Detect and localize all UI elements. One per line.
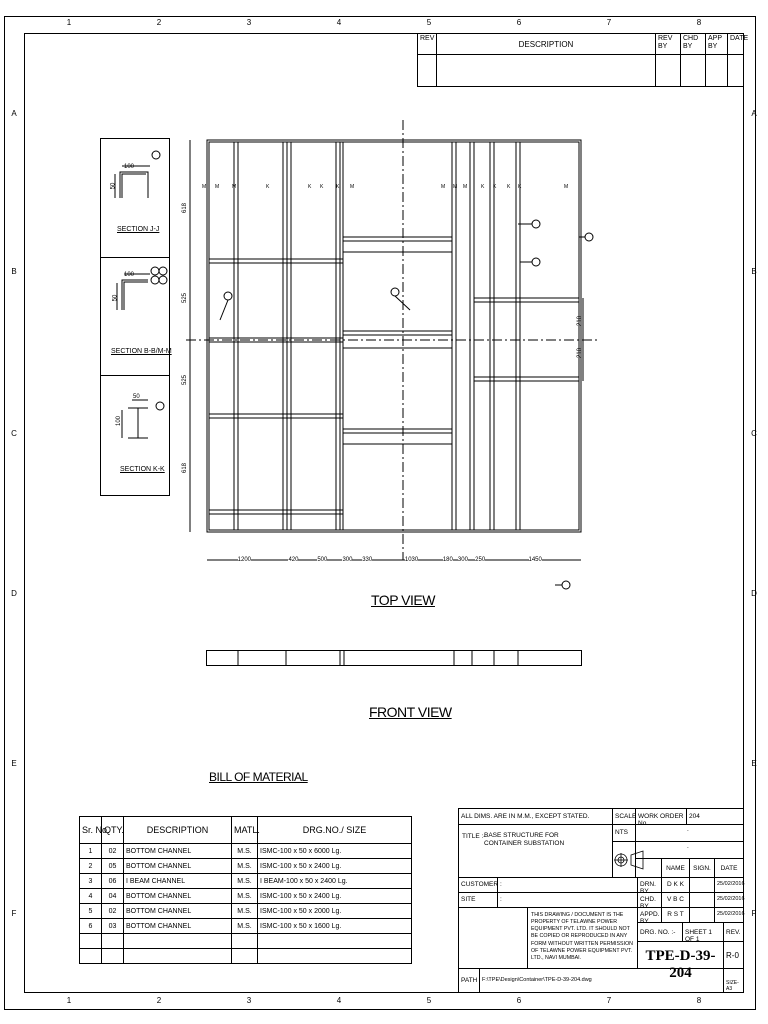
bom-cell: 02: [102, 904, 124, 919]
section-mark-label: K: [336, 184, 340, 190]
bom-cell: ISMC-100 x 50 x 2000 Lg.: [258, 904, 412, 919]
zone-row-E-right: E: [751, 759, 757, 768]
zone-col-3-bottom: 3: [246, 996, 252, 1005]
section-bb-title: SECTION B-B/M-M: [111, 348, 172, 355]
section-mark-label: M: [215, 184, 220, 190]
table-row: [80, 904, 412, 919]
scale-value: NTS: [612, 824, 636, 842]
zone-row-A-right: A: [751, 109, 757, 118]
bom-cell: ISMC-100 x 50 x 2400 Lg.: [258, 859, 412, 874]
zone-row-C-left: C: [11, 429, 17, 438]
name-header: NAME: [661, 858, 690, 878]
description-header: DESCRIPTION: [436, 33, 656, 55]
table-row: [80, 874, 412, 889]
drg-no-label: DRG. NO. :-: [637, 922, 683, 942]
rev-by-header: REV BY: [655, 33, 681, 55]
zone-col-1-top: 1: [66, 18, 72, 27]
zone-col-5-top: 5: [426, 18, 432, 27]
date-header-tb: DATE: [714, 858, 744, 878]
top-view-label: TOP VIEW: [371, 592, 435, 608]
zone-row-A-left: A: [11, 109, 17, 118]
front-view-drawing: [206, 650, 582, 666]
chd-name: V B C: [661, 892, 690, 908]
work-order-value: 204: [686, 808, 744, 825]
zone-col-1-bottom: 1: [66, 996, 72, 1005]
section-kk-title: SECTION K-K: [120, 466, 165, 473]
section-mark-label: K: [493, 184, 497, 190]
bom-cell: BOTTOM CHANNEL: [124, 889, 232, 904]
bottom-dimension-label: 1030: [404, 557, 419, 563]
section-bb-dim-b: 50: [112, 294, 119, 302]
bom-cell: BOTTOM CHANNEL: [124, 859, 232, 874]
drn-date: 25/02/2016: [714, 877, 744, 893]
bom-cell: 03: [102, 919, 124, 934]
rev-label-tb: REV.: [723, 922, 744, 942]
section-mark-label: M: [202, 184, 207, 190]
section-mark-label: M: [463, 184, 468, 190]
drn-name: D K K: [661, 877, 690, 893]
bottom-dimension-label: 180: [442, 557, 453, 563]
bottom-dimension-label: 250: [475, 557, 486, 563]
bom-cell: BOTTOM CHANNEL: [124, 844, 232, 859]
bom-header-matl: MATL.: [232, 817, 258, 844]
section-mark-label: K: [507, 184, 511, 190]
bom-cell: 4: [80, 889, 102, 904]
bom-cell: BOTTOM CHANNEL: [124, 904, 232, 919]
zone-col-4-top: 4: [336, 18, 342, 27]
dims-note: ALL DIMS. ARE IN M.M., EXCEPT STATED.: [458, 808, 613, 825]
bom-cell: ISMC-100 x 50 x 2400 Lg.: [258, 889, 412, 904]
zone-row-F-left: F: [11, 909, 17, 918]
right-dimension-label: 210: [577, 347, 584, 359]
bom-cell: 02: [102, 844, 124, 859]
section-mark-label: M: [232, 184, 237, 190]
section-mark-label: M: [350, 184, 355, 190]
left-dimension-label: 525: [182, 374, 189, 386]
left-dimension-label: 618: [182, 202, 189, 214]
zone-col-8-bottom: 8: [696, 996, 702, 1005]
bom-cell: M.S.: [232, 874, 258, 889]
bom-cell: M.S.: [232, 904, 258, 919]
zone-row-B-right: B: [751, 267, 757, 276]
bom-cell: 04: [102, 889, 124, 904]
bom-cell: 2: [80, 859, 102, 874]
sign-header: SIGN.: [689, 858, 715, 878]
bom-cell: ISMC-100 x 50 x 1600 Lg.: [258, 919, 412, 934]
scale-label: SCALE: [612, 808, 636, 825]
bom-header-sr: Sr. No.: [80, 817, 102, 844]
title-label: TITLE :-: [462, 833, 486, 840]
site-value: :: [497, 892, 638, 908]
section-kk-dim-a: 50: [133, 394, 140, 400]
customer-value: :: [497, 877, 638, 893]
chd-label: CHD. BY: [637, 892, 662, 908]
bom-cell: ISMC-100 x 50 x 6000 Lg.: [258, 844, 412, 859]
bom-cell: 3: [80, 874, 102, 889]
table-row: [80, 919, 412, 934]
section-mark-label: K: [266, 184, 270, 190]
bom-table: [79, 816, 412, 964]
appd-name: R S T: [661, 907, 690, 923]
zone-col-3-top: 3: [246, 18, 252, 27]
bom-cell: 05: [102, 859, 124, 874]
title-value: BASE STRUCTURE FOR CONTAINER SUBSTATION: [484, 832, 565, 848]
chd-by-header: CHD BY: [680, 33, 706, 55]
zone-col-6-bottom: 6: [516, 996, 522, 1005]
bom-cell: M.S.: [232, 859, 258, 874]
customer-label: CUSTOMER: [458, 877, 498, 893]
left-dimension-label: 618: [182, 462, 189, 474]
bottom-dimension-label: 500: [317, 557, 328, 563]
work-order-label: WORK ORDER No.: [635, 808, 687, 825]
zone-col-4-bottom: 4: [336, 996, 342, 1005]
property-note: THIS DRAWING / DOCUMENT IS THE PROPERTY OF TELAWNE POWER EQUIPMENT PVT. LTD. IT SHOULD NOT BE COPIED OR REPRODUCED IN ANY FORM WITHOUT WRITTEN PERMISSION OF TELAWNE POWER EQUIPMENT PVT. LTD., NAVI MUMBAI.: [527, 907, 638, 969]
path-label: PATH: [458, 968, 480, 993]
section-mark-label: K: [320, 184, 324, 190]
section-mark-label: M: [564, 184, 569, 190]
section-mark-label: K: [481, 184, 485, 190]
app-by-header: APP BY: [705, 33, 728, 55]
chd-date: 25/02/2016: [714, 892, 744, 908]
bottom-dimension-label: 1450: [528, 557, 542, 563]
drawing-number: TPE-D-39-204: [637, 941, 724, 969]
section-mark-label: K: [308, 184, 312, 190]
bottom-dimension-label: 1200: [237, 557, 251, 563]
zone-col-5-bottom: 5: [426, 996, 432, 1005]
site-label: SITE: [458, 892, 498, 908]
bottom-dimension-label: 330: [362, 557, 373, 563]
bom-cell: I BEAM CHANNEL: [124, 874, 232, 889]
appd-date: 25/02/2016: [714, 907, 744, 923]
bom-cell: 06: [102, 874, 124, 889]
table-row: [80, 844, 412, 859]
zone-row-D-left: D: [11, 589, 17, 598]
zone-col-6-top: 6: [516, 18, 522, 27]
date-header: DATE: [727, 33, 744, 55]
zone-col-8-top: 8: [696, 18, 702, 27]
table-row-empty: [80, 949, 412, 964]
work-order-dot-1: .: [687, 826, 689, 833]
title-block: [458, 808, 744, 993]
rev-header: REV: [417, 33, 437, 55]
path-value: F:\TPE\Design\Container\TPE-D-39-204.dwg: [479, 968, 724, 993]
bom-title: BILL OF MATERIAL: [209, 770, 308, 784]
bom-cell: 6: [80, 919, 102, 934]
table-row-empty: [80, 934, 412, 949]
section-mark-label: K: [518, 184, 522, 190]
appd-label: APPD. BY: [637, 907, 662, 923]
zone-col-7-top: 7: [606, 18, 612, 27]
bom-header-drg: DRG.NO./ SIZE: [258, 817, 412, 844]
table-row: [80, 889, 412, 904]
bottom-dimension-label: 420: [288, 557, 299, 563]
section-jj-dim-b: 50: [110, 182, 117, 190]
bom-cell: M.S.: [232, 919, 258, 934]
section-bb-dim-a: 100: [124, 272, 135, 278]
bom-cell: M.S.: [232, 889, 258, 904]
section-jj-dim-a: 100: [124, 164, 135, 170]
zone-col-2-bottom: 2: [156, 996, 162, 1005]
bom-cell: 5: [80, 904, 102, 919]
bottom-dimension-label: 300: [342, 557, 353, 563]
bom-cell: I BEAM-100 x 50 x 2400 Lg.: [258, 874, 412, 889]
bom-header-qty: QTY.: [102, 817, 124, 844]
table-row: [80, 859, 412, 874]
section-kk-dim-b: 100: [116, 415, 123, 427]
size-label: SIZE-A3: [723, 968, 744, 993]
sheet-label: SHEET 1 OF 1: [682, 922, 724, 942]
front-view-label: FRONT VIEW: [369, 704, 452, 720]
bottom-dimension-label: 300: [457, 557, 468, 563]
zone-col-2-top: 2: [156, 18, 162, 27]
projection-symbol-icon: [613, 846, 663, 874]
right-dimension-label: 210: [577, 315, 584, 327]
drn-label: DRN. BY: [637, 877, 662, 893]
work-order-dot-2: .: [687, 843, 689, 850]
bom-header-description: DESCRIPTION: [124, 817, 232, 844]
rev-value: R-0: [723, 941, 744, 969]
bom-cell: BOTTOM CHANNEL: [124, 919, 232, 934]
zone-col-7-bottom: 7: [606, 996, 612, 1005]
section-mark-label: M: [453, 184, 458, 190]
section-mark-label: M: [441, 184, 446, 190]
bom-cell: M.S.: [232, 844, 258, 859]
section-jj-title: SECTION J-J: [117, 226, 160, 233]
zone-row-B-left: B: [11, 267, 17, 276]
left-dimension-label: 525: [182, 292, 189, 304]
zone-row-D-right: D: [751, 589, 757, 598]
zone-row-C-right: C: [751, 429, 757, 438]
zone-row-E-left: E: [11, 759, 17, 768]
bom-cell: 1: [80, 844, 102, 859]
zone-row-F-right: F: [751, 909, 757, 918]
